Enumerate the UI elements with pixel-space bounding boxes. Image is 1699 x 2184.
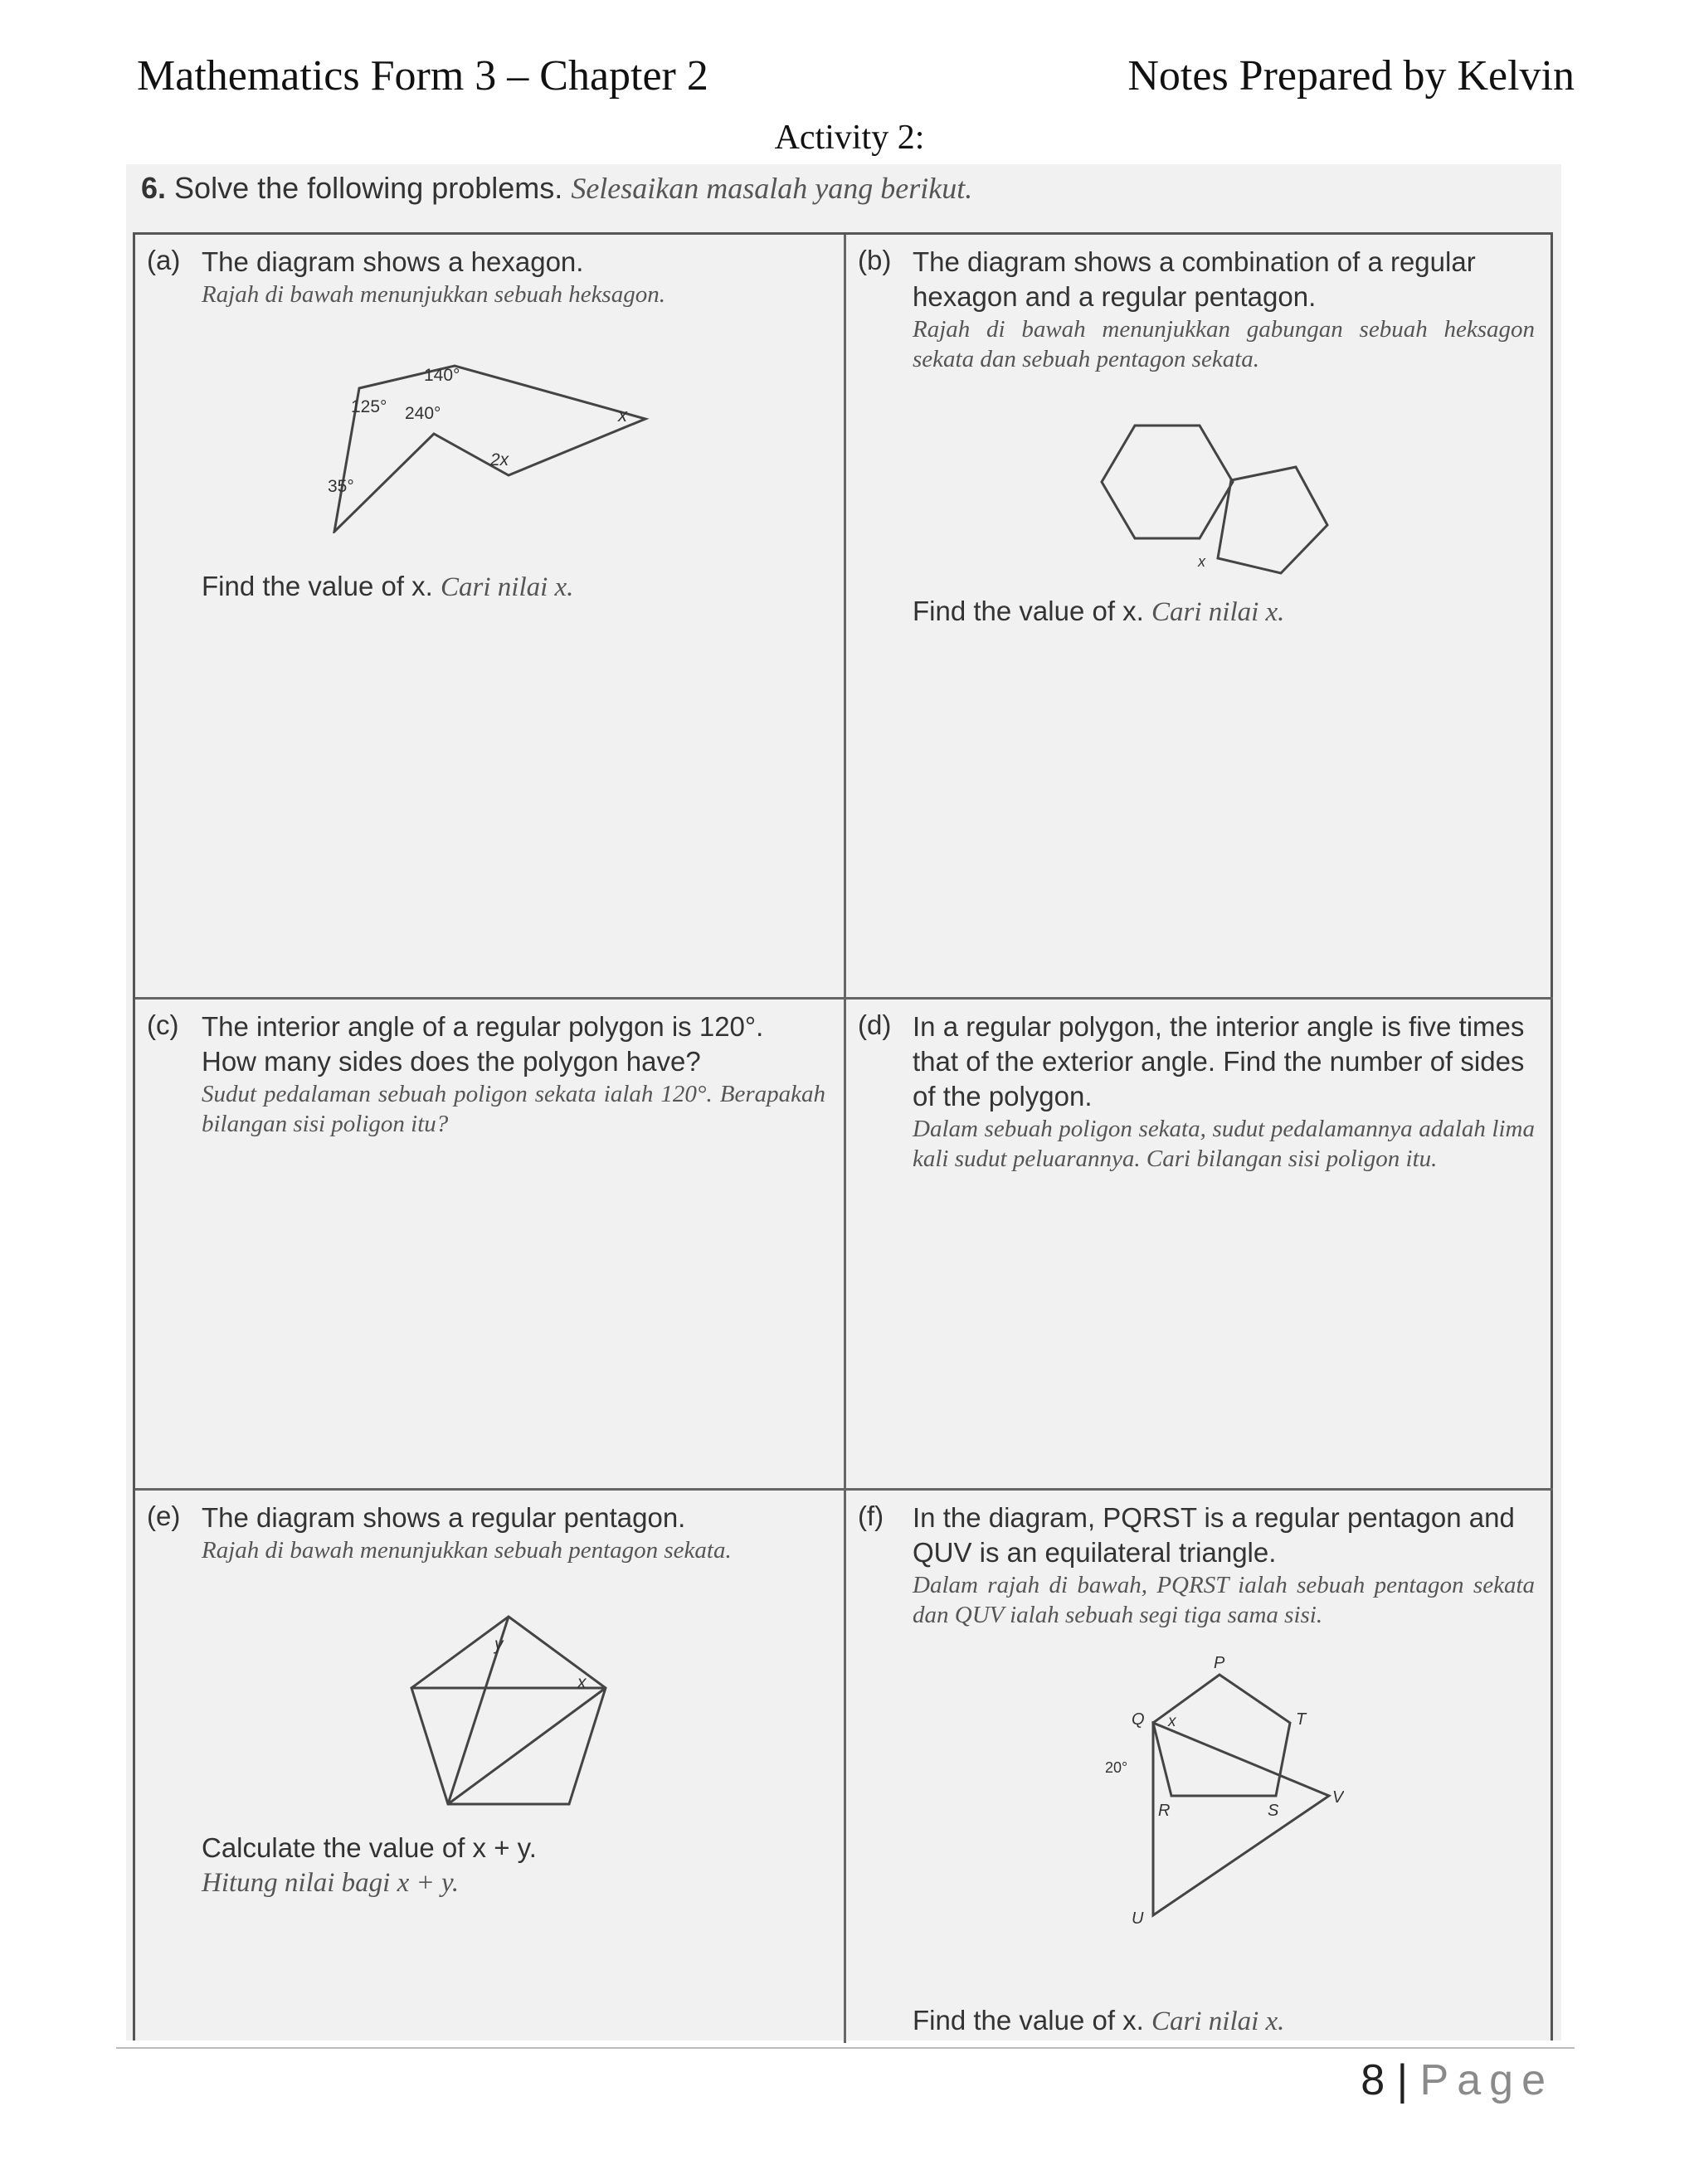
find-text-en: Find the value of x. [913,596,1144,626]
question-title-ms: Selesaikan masalah yang berikut. [571,172,973,205]
find-text-ms: Cari nilai x. [441,572,574,602]
scanned-worksheet [126,164,1561,2041]
point-label: R [1158,1802,1171,1820]
page-header [137,51,1575,109]
problems-grid [133,232,1553,2041]
angle-label: 125° [351,397,387,416]
point-label: U [1132,1909,1144,1928]
problem-text-ms: Rajah di bawah menunjukkan sebuah heksagon. [202,281,665,308]
problem-text-en: In a regular polygon, the interior angle is five times that of the exterior angle. Find the number of sides of the polygon. [913,1011,1525,1111]
point-label: Q [1132,1710,1145,1729]
problem-label: (e) [147,1501,181,1531]
activity-title: Activity 2: [774,119,925,157]
page-number-value: 8 [1361,2056,1385,2104]
point-label: P [1214,1656,1225,1672]
problem-text-ms: Rajah di bawah menunjukkan gabungan sebuah heksagon sekata dan sebuah pentagon sekata. [913,316,1535,372]
problem-label: (d) [858,1009,892,1040]
problem-text-en: The diagram shows a hexagon. [202,246,584,277]
question-number: 6. [141,171,167,205]
find-text-en: Find the value of x. [913,2005,1144,2036]
angle-label: y [494,1635,504,1654]
problem-text-en: The diagram shows a regular pentagon. [202,1502,686,1533]
pentagon-triangle-figure [1095,1656,1344,1934]
problem-label: (f) [858,1501,884,1531]
page-number-separator: | [1396,2056,1409,2104]
angle-label: x [577,1673,587,1692]
problem-text-en: The interior angle of a regular polygon is 120°. How many sides does the polygon have? [202,1011,764,1077]
point-label: S [1268,1802,1279,1820]
angle-label: 140° [424,366,460,385]
pentagon-figure [388,1607,621,1826]
problem-c [135,1000,846,1491]
problem-text-ms: Rajah di bawah menunjukkan sebuah pentagon sekata. [202,1537,732,1564]
problem-label: (c) [147,1009,179,1040]
header-author: Notes Prepared by Kelvin [1127,52,1575,100]
angle-label: x [1168,1713,1176,1730]
problem-text-en: The diagram shows a combination of a regular hexagon and a regular pentagon. [913,246,1476,312]
problem-b [846,235,1553,1000]
find-text-en: Find the value of x. [202,571,433,601]
problem-text-ms: Dalam sebuah poligon sekata, sudut pedalamannya adalah lima kali sudut peluarannya. Cari bilangan sisi poligon itu. [913,1116,1535,1172]
find-text-en: Calculate the value of x + y. [202,1832,537,1863]
angle-label: 20° [1105,1759,1128,1776]
question-heading [141,171,972,206]
problem-a [135,235,846,1000]
page-word: Page [1419,2056,1554,2104]
page-number [1361,2055,1554,2105]
angle-label: x [618,405,627,426]
problem-text-ms: Dalam rajah di bawah, PQRST ialah sebuah pentagon sekata dan QUV ialah sebuah segi tiga sama sisi. [913,1572,1535,1628]
find-text-ms: Cari nilai x. [1151,597,1285,627]
problem-label: (b) [858,245,892,275]
angle-label: 35° [328,477,354,496]
angle-label: x [1198,553,1205,570]
footer-divider [116,2047,1575,2049]
angle-label: 2x [490,450,509,469]
header-title: Mathematics Form 3 – Chapter 2 [137,52,708,100]
angle-label: 240° [405,404,441,423]
problem-text-en: In the diagram, PQRST is a regular pentagon and QUV is an equilateral triangle. [913,1502,1515,1568]
point-label: V [1332,1788,1344,1807]
problem-label: (a) [147,245,181,275]
question-title-en: Solve the following problems. [174,171,563,205]
hexagon-pentagon-figure [1095,409,1344,604]
find-text-ms: Cari nilai x. [1151,2006,1285,2036]
problem-text-ms: Sudut pedalaman sebuah poligon sekata ialah 120°. Berapakah bilangan sisi poligon itu? [202,1081,825,1137]
point-label: T [1296,1710,1307,1729]
hexagon-figure [318,343,666,537]
problem-d [846,1000,1553,1491]
problem-f [846,1491,1553,2043]
find-text-ms: Hitung nilai bagi x + y. [202,1868,460,1898]
problem-e [135,1491,846,2043]
